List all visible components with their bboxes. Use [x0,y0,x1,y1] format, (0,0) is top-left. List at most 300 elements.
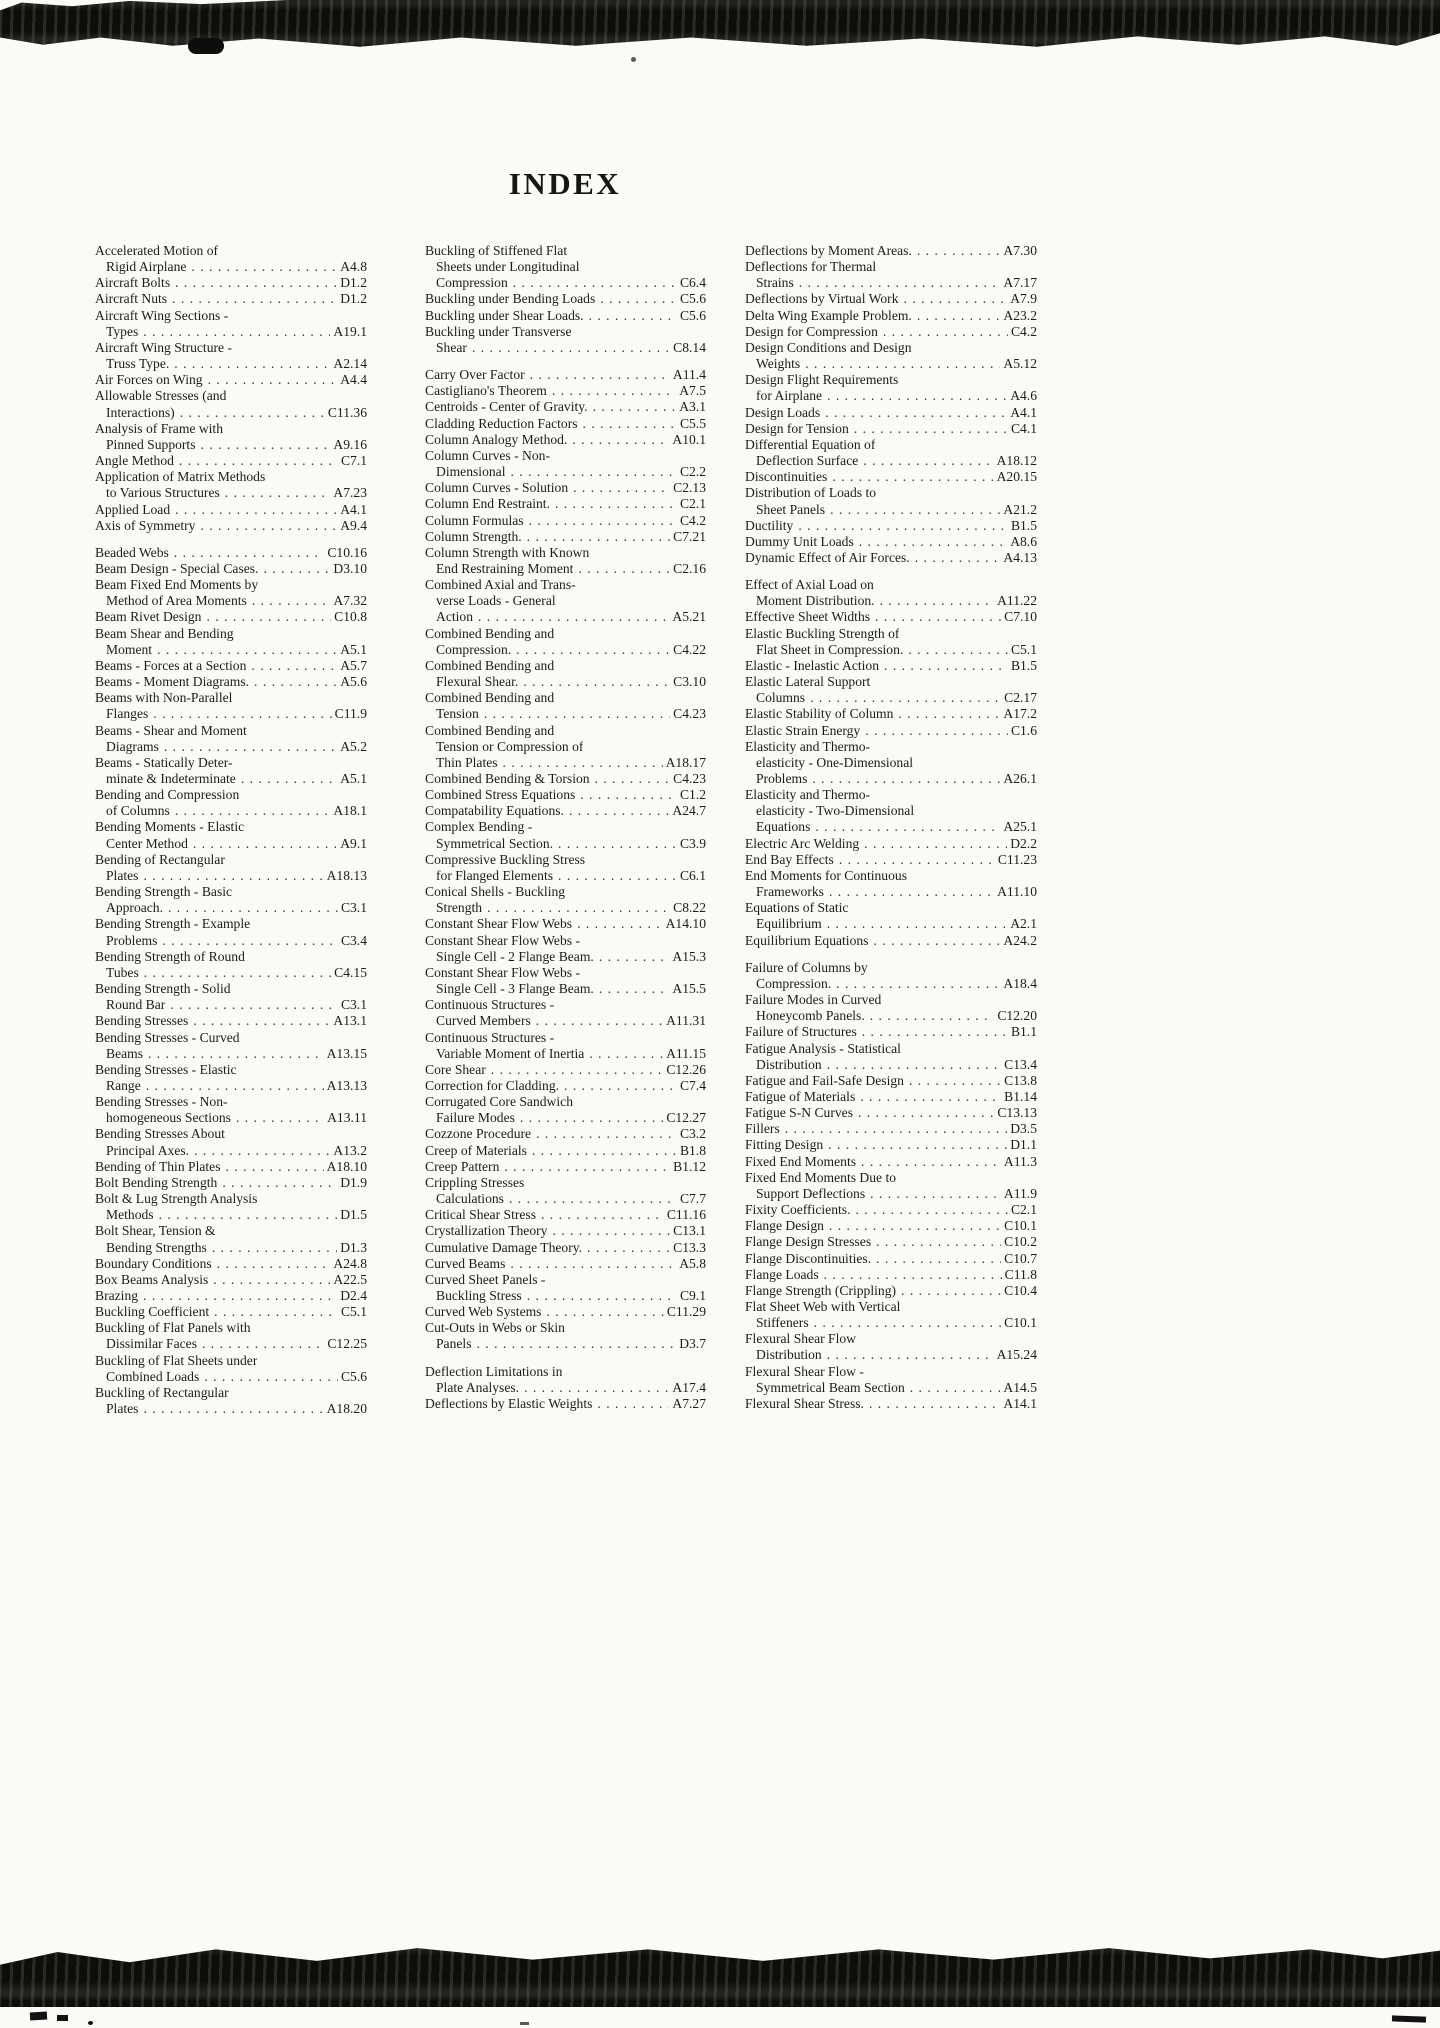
index-entry-line [745,388,1037,404]
index-entry-line [425,275,706,291]
page-ref: C11.29 [666,1304,706,1320]
index-entry-line [425,577,706,593]
entry-text: Curved Sheet Panels - [425,1271,546,1287]
index-entry-line [745,1024,1037,1040]
dot-leader [516,642,670,658]
entry-text: for Airplane [756,388,823,404]
entry-text: Correction for Cladding. [425,1077,560,1093]
index-entry-line [745,1364,1037,1380]
index-entry-line [425,771,706,787]
dot-leader [812,771,1000,787]
dot-leader [532,1143,677,1159]
entry-text: Conical Shells - Buckling [425,884,566,900]
index-entry-line [95,674,367,690]
page-ref: A22.5 [333,1271,367,1287]
index-entry-line [425,416,706,432]
index-entry-line [425,308,706,324]
index-entry-line [425,642,706,658]
dot-leader [832,469,993,485]
entry-text: Compression. [436,641,512,657]
entry-text: verse Loads - General [436,593,556,609]
entry-text: Flange Strength (Crippling) [745,1282,897,1298]
index-entry-line [745,1121,1037,1137]
index-entry-line [95,1030,367,1046]
dot-leader [202,1336,324,1352]
index-entry-line [425,545,706,561]
dot-leader [527,529,670,545]
entry-text: Buckling of Flat Sheets under [95,1352,258,1368]
dot-leader [587,1240,670,1256]
index-entry-line [745,852,1037,868]
dot-leader [864,836,1007,852]
entry-text: Beam Shear and Bending [95,625,234,641]
dot-leader [478,609,669,625]
page-ref: A13.15 [326,1045,367,1061]
page-ref: A23.2 [1003,307,1037,323]
entry-text: Combined Loads [106,1368,200,1384]
dot-leader [595,771,671,787]
dot-leader [600,291,677,307]
scan-speck [631,57,636,62]
index-entry-line [425,1078,706,1094]
dot-leader [858,1105,994,1121]
index-entry-line [95,658,367,674]
dot-leader [555,496,677,512]
index-entry-line [745,1057,1037,1073]
entry-text: Deflection Limitations in [425,1363,563,1379]
entry-text: Sheet Panels [756,501,826,517]
page-ref: C10.1 [1004,1218,1037,1234]
entry-text: Effect of Axial Load on [745,577,874,593]
dot-leader [212,1240,337,1256]
dot-leader [162,933,338,949]
entry-text: Failure Modes [436,1110,515,1126]
dot-leader [491,1062,664,1078]
index-entry-line [425,383,706,399]
index-entry-line [425,1380,706,1396]
dot-leader [236,1110,324,1126]
page-ref: C7.10 [1004,609,1037,625]
dot-leader [883,324,1008,340]
page-ref: C5.1 [340,1304,367,1320]
page-ref: A7.9 [1010,291,1037,307]
index-entry-line [95,421,367,437]
entry-text: Plates [106,1401,139,1417]
index-entry-line [425,1030,706,1046]
index-entry-line [745,1380,1037,1396]
dot-leader [472,340,670,356]
index-entry-line [95,593,367,609]
entry-text: Compatability Equations. [425,803,564,819]
dot-leader [589,308,677,324]
dot-leader [814,1315,1002,1331]
index-entry-line [425,464,706,480]
page-ref: A5.6 [340,674,367,690]
index-entry-line [745,405,1037,421]
index-entry-line [95,1175,367,1191]
index-entry-line [745,900,1037,916]
page-ref: A4.1 [340,501,367,517]
dot-leader [869,1396,1000,1412]
index-entry-line [425,803,706,819]
index-entry-line [745,706,1037,722]
page-title: INDEX [508,166,622,201]
page-ref: A11.31 [666,1013,706,1029]
entry-text: Carry Over Factor [425,367,525,383]
page-ref: A5.12 [1003,356,1037,372]
index-entry-line [95,1013,367,1029]
page-ref: A5.7 [340,657,367,673]
index-entry-line [425,1336,706,1352]
page-ref: C10.4 [1004,1282,1037,1298]
page-ref: A4.8 [340,259,367,275]
page-ref: C10.16 [327,544,367,560]
entry-text: Fatigue and Fail-Safe Design [745,1072,904,1088]
index-entry-line [745,771,1037,787]
entry-text: Failure of Structures [745,1024,857,1040]
page-ref: C12.26 [666,1061,706,1077]
dot-leader [815,819,1000,835]
dot-leader [829,884,994,900]
dot-leader [254,674,337,690]
index-entry-line [425,981,706,997]
page-ref: A18.4 [1003,975,1037,991]
index-entry-line [95,981,367,997]
dot-leader [510,1256,676,1272]
index-entry-line [95,609,367,625]
index-entry-line [95,437,367,453]
dot-leader [589,1046,663,1062]
index-entry-line [425,690,706,706]
index-entry-line [95,1223,367,1239]
dot-leader [577,916,663,932]
index-entry-line [745,1315,1037,1331]
entry-text: Flexural Shear Flow [745,1331,857,1347]
index-entry-line [95,356,367,372]
dot-leader [225,485,331,501]
index-entry-line [745,1202,1037,1218]
entry-text: Crystallization Theory [425,1223,548,1239]
dot-leader [174,356,330,372]
page-ref: C4.22 [673,641,706,657]
index-entry-line [95,1159,367,1175]
page-ref: B1.8 [679,1142,706,1158]
page-ref: A7.23 [333,485,367,501]
dot-leader [564,1078,677,1094]
entry-text: Tubes [106,964,139,980]
entry-text: Column Analogy Method. [425,431,568,447]
entry-text: Symmetrical Section. [436,835,554,851]
index-entry-line [745,1089,1037,1105]
entry-text: Deflection Surface [756,453,859,469]
dot-leader [263,561,330,577]
index-entry-line [95,1401,367,1417]
page-ref: C8.22 [673,900,706,916]
entry-text: Elastic Lateral Support [745,674,871,690]
dot-leader [915,550,1001,566]
index-entry-line [425,243,706,259]
page-ref: C10.2 [1004,1234,1037,1250]
entry-text: Tension [436,706,479,722]
index-entry-line [425,755,706,771]
page-ref: A15.3 [672,948,706,964]
entry-text: Distribution [756,1347,822,1363]
page-ref: C7.21 [673,528,706,544]
page-ref: C4.2 [679,512,706,528]
page-ref: A18.20 [326,1401,367,1417]
page-ref: A14.1 [1003,1395,1037,1411]
index-entry-line [745,1218,1037,1234]
entry-text: Combined Bending & Torsion [425,771,590,786]
entry-text: Diagrams [106,738,159,754]
index-entry-line [745,356,1037,372]
entry-text: Flexural Shear. [436,674,519,690]
entry-text: Cozzone Procedure [425,1126,532,1142]
index-entry-line [425,933,706,949]
entry-text: Complex Bending - [425,819,533,835]
index-entry-line [95,561,367,577]
page-ref: C2.1 [1010,1202,1037,1218]
index-entry-line [425,1207,706,1223]
dot-leader [529,513,677,529]
entry-text: Bolt Bending Strength [95,1174,218,1190]
page-ref: A5.8 [679,1255,706,1271]
entry-text: Dynamic Effect of Air Forces. [745,549,910,565]
entry-text: Curved Web Systems [425,1304,542,1320]
dot-leader [536,1126,677,1142]
index-entry-line [745,421,1037,437]
index-entry-line [95,642,367,658]
index-entry-line [745,1283,1037,1299]
scan-mark [30,2012,47,2021]
entry-text: Bending Stresses [95,1013,189,1029]
index-column [95,243,367,1417]
index-entry-line [745,324,1037,340]
index-entry-line [95,900,367,916]
index-entry-line [425,1272,706,1288]
page-ref: A2.14 [333,356,367,372]
entry-text: Air Forces on Wing [95,372,203,388]
dot-leader [862,1024,1008,1040]
index-entry-line [745,690,1037,706]
page-ref: A24.8 [333,1255,367,1271]
index-entry-line [745,518,1037,534]
page-ref: C3.9 [679,835,706,851]
index-entry-line [95,259,367,275]
entry-text: Columns [756,690,806,706]
index-entry-line [745,550,1037,566]
entry-text: Truss Type. [106,356,170,372]
entry-text: Bending Strengths [106,1239,207,1255]
entry-text: Fitting Design [745,1137,824,1153]
dot-leader [836,976,1000,992]
index-entry-line [745,819,1037,835]
entry-text: Design Loads [745,404,821,420]
dot-leader [870,1186,1001,1202]
dot-leader [830,502,1000,518]
entry-text: Deflections for Thermal [745,259,877,275]
page-ref: A4.13 [1003,549,1037,565]
index-entry-line [95,723,367,739]
dot-leader [863,453,993,469]
page-ref: C2.16 [673,560,706,576]
page-ref: A9.16 [333,436,367,452]
page-ref: B1.5 [1010,517,1037,533]
dot-leader [222,1175,337,1191]
page-ref: B1.12 [673,1158,706,1174]
entry-text: Types [106,323,139,339]
dot-leader [194,1143,330,1159]
dot-leader [513,275,677,291]
index-entry-line [95,291,367,307]
index-entry-line [745,609,1037,625]
entry-text: Moment [106,641,153,657]
index-entry-line [425,448,706,464]
entry-text: Beams [106,1045,143,1061]
entry-text: Fatigue of Materials [745,1088,856,1104]
page-ref: C13.4 [1004,1056,1037,1072]
index-entry-line [425,852,706,868]
index-entry-line [425,291,706,307]
index-entry-line [745,1299,1037,1315]
page-ref: C10.7 [1004,1250,1037,1266]
dot-leader [859,534,1007,550]
entry-text: Fixed End Moments Due to [745,1169,897,1185]
entry-text: Creep of Materials [425,1142,527,1158]
dot-leader [865,723,1008,739]
page-ref: A2.1 [1010,916,1037,932]
entry-text: Bending and Compression [95,787,240,803]
entry-text: Beam Design - Special Cases. [95,560,259,576]
entry-text: Combined Bending and [425,657,555,673]
entry-text: Distribution of Loads to [745,485,877,501]
dot-leader [225,1159,323,1175]
dot-leader [552,383,676,399]
page-ref: C11.9 [334,706,367,722]
dot-leader [241,771,337,787]
index-entry-line [745,340,1037,356]
dot-leader [487,900,670,916]
entry-text: Compressive Buckling Stress [425,851,586,867]
page-ref: C3.10 [673,674,706,690]
dot-leader [875,609,1001,625]
dot-leader [191,259,337,275]
dot-leader [569,803,669,819]
entry-text: Column Curves - Solution [425,480,569,496]
index-entry-line [95,1288,367,1304]
entry-text: Allowable Stresses (and [95,388,227,404]
index-entry-line [745,674,1037,690]
index-entry-line [425,884,706,900]
entry-text: Rigid Airplane [106,259,187,275]
entry-text: Symmetrical Beam Section [756,1379,905,1395]
dot-leader [827,1347,994,1363]
index-entry-line [745,960,1037,976]
page-ref: C7.7 [679,1191,706,1207]
index-entry-line [425,340,706,356]
entry-text: Combined Bending and [425,625,555,641]
index-entry-line [425,1191,706,1207]
page-ref: C3.2 [679,1126,706,1142]
entry-text: Effective Sheet Widths [745,609,871,625]
index-entry-line [745,453,1037,469]
dot-leader [520,1110,663,1126]
index-entry-line [745,803,1037,819]
index-entry-line [425,626,706,642]
index-entry-line [95,340,367,356]
page-ref: C12.27 [666,1110,706,1126]
page-ref: D2.2 [1010,835,1037,851]
index-entry-line [95,324,367,340]
index-entry-line [425,949,706,965]
entry-text: End Bay Effects [745,851,834,867]
index-entry-line [425,561,706,577]
dot-leader [175,275,337,291]
dot-leader [193,836,337,852]
entry-text: Analysis of Frame with [95,420,223,436]
scan-artifact-bottom-band [0,1943,1440,2007]
dot-leader [477,1336,677,1352]
index-entry-line [745,626,1037,642]
scan-mark [1392,2015,1426,2022]
page-ref: A18.13 [326,867,367,883]
dot-leader [798,518,1008,534]
dot-leader [861,1154,1001,1170]
dot-leader [839,852,995,868]
dot-leader [170,997,338,1013]
page-ref: D1.2 [340,275,367,291]
index-entry-line [425,432,706,448]
entry-text: Aircraft Wing Structure - [95,339,232,355]
index-entry-line [425,1175,706,1191]
entry-text: Flexural Shear Stress. [745,1395,864,1411]
index-entry-line [425,513,706,529]
dot-leader [172,291,337,307]
index-entry-line [95,1240,367,1256]
page-ref: C3.1 [340,900,367,916]
entry-text: Strength [436,900,483,916]
page-ref: C8.14 [673,339,706,355]
page-ref: C4.23 [673,771,706,786]
page-ref: C2.1 [679,496,706,512]
index-entry-line [95,388,367,404]
entry-text: Bending Strength - Basic [95,884,233,900]
page-ref: A5.2 [340,738,367,754]
dot-leader [168,900,338,916]
entry-text: Beams - Moment Diagrams. [95,674,250,690]
dot-leader [876,1234,1001,1250]
dot-leader [175,803,331,819]
index-entry-line [745,884,1037,900]
entry-text: Aircraft Nuts [95,291,168,307]
index-entry-line [745,1154,1037,1170]
entry-text: Core Shear [425,1061,486,1077]
entry-text: Approach. [106,900,163,916]
entry-text: Deflections by Elastic Weights [425,1395,593,1411]
entry-text: Delta Wing Example Problem. [745,307,912,323]
dot-leader [157,642,337,658]
index-entry-line [95,868,367,884]
page-ref: C11.23 [997,851,1037,867]
index-entry-line [745,916,1037,932]
dot-leader [484,706,670,722]
entry-text: Curved Beams [425,1255,506,1271]
entry-text: Elastic Strain Energy [745,722,861,738]
entry-text: Flat Sheet in Compression. [756,641,904,657]
index-entry-line [425,965,706,981]
page-ref: A4.1 [1010,404,1037,420]
index-entry-line [95,1062,367,1078]
